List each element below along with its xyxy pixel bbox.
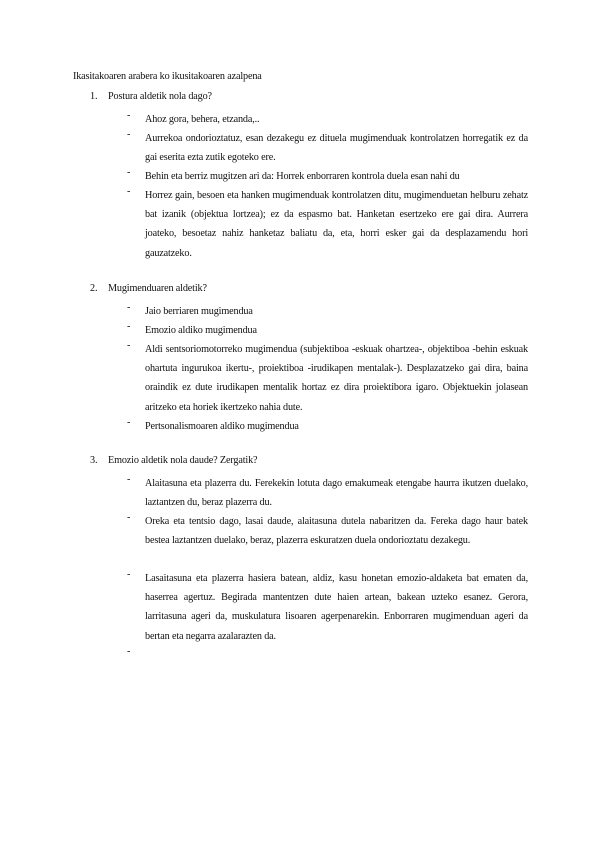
bullet-dash: - (127, 340, 131, 351)
list-item-text: Jaio berriaren mugimendua (145, 306, 253, 317)
bullet-dash: - (127, 302, 131, 313)
section-heading-text: Emozio aldetik nola daude? Zergatik? (108, 455, 258, 466)
list-item-text: Emozio aldiko mugimendua (145, 325, 257, 336)
bullet-dash: - (127, 417, 131, 428)
section-heading (90, 283, 207, 294)
bullet-dash: - (127, 129, 131, 140)
list-item-text: Aldi sentsoriomotorreko mugimendua (subjektiboa -eskuak ohartzea-, objektiboa -behin eskuak ohartuta ingurukoa ikertu-, proiektiboa -irudikapen mentalak-). Desplazatzeko gai dira, baina oraindik ez dute irudikapen mentalik hortaz ez dira proiektibora igaro. Objektuekin jolasean aritzeko eta horiek ikertzeko nahia dute. (145, 344, 528, 413)
bullet-dash: - (127, 186, 131, 197)
section-number: 3. (90, 455, 98, 466)
bullet-dash: - (127, 474, 131, 485)
list-item-text: Lasaitasuna eta plazerra hasiera batean, aldiz, kasu honetan emozio-aldaketa bat ematen da, haserrea agertuz. Begirada mantentzen dute haien artean, bakean uzteko esanez. Gerora, larritasuna ageri da, muskulatura lisoaren agerpenarekin. Enborraren mugimenduan ageri da bertan eta negarra azalarazten da. (145, 573, 528, 642)
list-item-text: Oreka eta tentsio dago, lasai daude, alaitasuna dutela nabaritzen da. Fereka dago haur batek bestea laztantzen duelako, beraz, plazerra eskuratzen duela ondorioztatu dezakegu. (145, 516, 528, 547)
bullet-dash: - (127, 110, 131, 121)
bullet-dash: - (127, 167, 131, 178)
section-heading (90, 455, 257, 466)
list-item-text: Aurrekoa ondorioztatuz, esan dezakegu ez dituela mugimenduak kontrolatzen horregatik ez da gai eserita ezta zutik egoteko ere. (145, 133, 528, 164)
section-heading-text: Postura aldetik nola dago? (108, 91, 212, 102)
section-number: 2. (90, 283, 98, 294)
bullet-dash: - (127, 512, 131, 523)
document-title: Ikasitakoaren arabera ko ikusitakoaren azalpena (73, 71, 262, 82)
list-item-text: Alaitasuna eta plazerra du. Ferekekin lotuta dago emakumeak etengabe haurra ikutzen duelako, laztantzen du, beraz plazerra du. (145, 478, 528, 509)
list-item-text: Pertsonalismoaren aldiko mugimendua (145, 421, 299, 432)
bullet-dash: - (127, 569, 131, 580)
bullet-dash: - (127, 646, 131, 657)
section-heading-text: Mugimenduaren aldetik? (108, 283, 207, 294)
list-item-text: Ahoz gora, behera, etzanda,.. (145, 114, 260, 125)
section-number: 1. (90, 91, 98, 102)
bullet-dash: - (127, 321, 131, 332)
list-item-text: Horrez gain, besoen eta hanken mugimenduak kontrolatzen ditu, mugimenduetan helburu zehatz bat izanik (objektua lortzea); ez da espasmo bat. Hanketan esertzeko ere gai dira. Aurrera joateko, besoetaz nahiz hanketaz baliatu da, eta, horri esker gai da desplazamendu hori gauzatzeko. (145, 190, 528, 259)
section-heading (90, 91, 212, 102)
list-item-text: Behin eta berriz mugitzen ari da: Horrek enborraren kontrola duela esan nahi du (145, 171, 460, 182)
